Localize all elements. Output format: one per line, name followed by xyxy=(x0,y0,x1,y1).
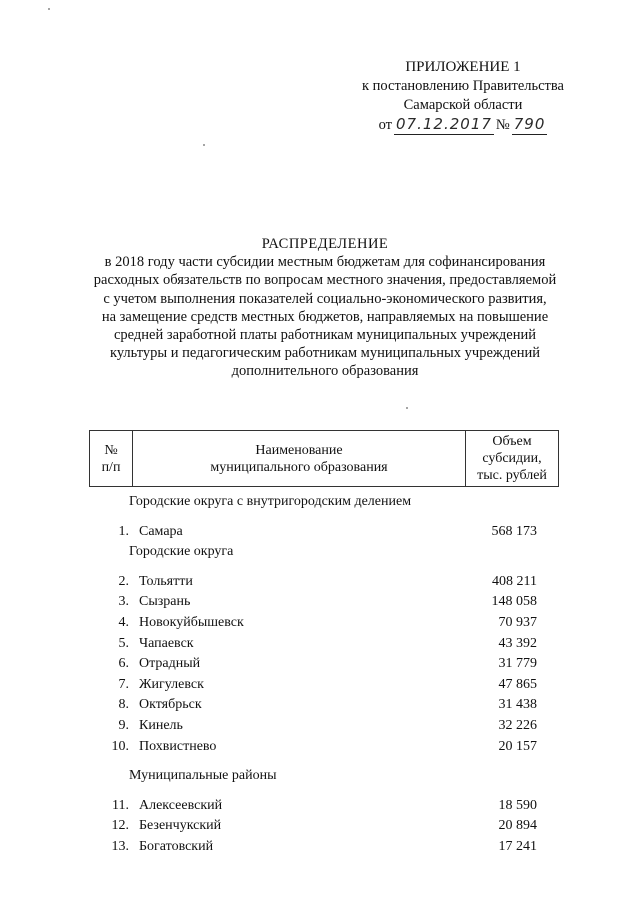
row-value: 20 157 xyxy=(498,738,537,754)
table-row xyxy=(89,634,559,655)
row-number: 4. xyxy=(118,614,129,630)
row-name: Чапаевск xyxy=(139,635,194,651)
table-row xyxy=(89,522,559,543)
row-number: 11. xyxy=(112,797,129,813)
title-line: в 2018 году части субсидии местным бюджетам для софинансирования xyxy=(104,254,546,271)
row-name: Алексеевский xyxy=(139,797,223,813)
table-body xyxy=(89,492,559,858)
number-sign: № xyxy=(495,117,510,133)
date-prefix: от xyxy=(378,117,393,133)
row-value: 17 241 xyxy=(498,838,537,854)
row-number: 12. xyxy=(111,818,129,834)
row-name: Безенчукский xyxy=(139,818,222,834)
row-value: 31 779 xyxy=(498,656,537,672)
table-row xyxy=(89,592,559,613)
row-number: 1. xyxy=(118,523,129,539)
row-name: Новокуйбышевск xyxy=(139,614,244,630)
table-row xyxy=(89,796,559,817)
section-heading: Городские округа с внутригородским делением xyxy=(129,494,412,509)
row-name: Тольятти xyxy=(139,573,193,589)
table-header xyxy=(89,430,559,487)
row-value: 43 392 xyxy=(498,635,537,651)
title-line: расходных обязательств по вопросам местного значения, предоставляемой xyxy=(93,272,557,289)
row-name: Жигулевск xyxy=(139,676,204,692)
header-volume-line2: субсидии, xyxy=(482,451,542,466)
row-value: 148 058 xyxy=(491,594,537,610)
scan-speck xyxy=(406,407,408,409)
row-value: 18 590 xyxy=(498,797,537,813)
row-number: 5. xyxy=(118,635,129,651)
table-row xyxy=(89,675,559,696)
row-value: 20 894 xyxy=(498,818,537,834)
annex-line-1: к постановлению Правительства xyxy=(362,78,564,94)
table-row xyxy=(89,716,559,737)
title-line: с учетом выполнения показателей социально-экономического развития, xyxy=(103,290,547,307)
header-volume-line1: Объем xyxy=(492,434,532,449)
handwritten-number: 790 xyxy=(513,115,546,133)
row-name: Октябрьск xyxy=(139,697,202,713)
handwritten-date: 07.12.2017 xyxy=(396,115,492,133)
title-line: на замещение средств местных бюджетов, направляемых на повышение xyxy=(101,308,549,325)
row-number: 10. xyxy=(111,738,129,754)
row-name: Похвистнево xyxy=(139,738,217,754)
row-name: Кинель xyxy=(139,717,183,733)
header-volume-cell xyxy=(466,431,559,487)
annex-block xyxy=(346,58,580,135)
row-value: 32 226 xyxy=(498,717,537,733)
section-heading: Городские округа xyxy=(129,544,234,560)
row-number: 3. xyxy=(118,594,129,610)
annex-title: ПРИЛОЖЕНИЕ 1 xyxy=(405,59,521,75)
table-row xyxy=(89,737,559,758)
row-number: 8. xyxy=(118,697,129,713)
row-number: 2. xyxy=(118,573,129,589)
table-row xyxy=(89,613,559,634)
row-number: 9. xyxy=(118,717,129,733)
row-value: 31 438 xyxy=(498,697,537,713)
row-value: 70 937 xyxy=(498,614,537,630)
row-value: 408 211 xyxy=(492,573,537,589)
header-name-line2: муниципального образования xyxy=(210,459,388,475)
row-name: Богатовский xyxy=(139,838,214,854)
header-num-line1: № xyxy=(104,442,118,458)
scan-speck xyxy=(203,144,205,146)
table-row xyxy=(89,572,559,593)
annex-date-line xyxy=(346,115,580,135)
title-line: культуры и педагогическим работникам муниципальных учреждений xyxy=(109,345,541,362)
table-row xyxy=(89,654,559,675)
header-name-cell xyxy=(133,431,466,487)
row-number: 7. xyxy=(118,676,129,692)
header-num-cell xyxy=(90,431,133,487)
row-name: Сызрань xyxy=(139,594,191,610)
title-heading: РАСПРЕДЕЛЕНИЕ xyxy=(261,236,389,252)
header-volume-line3: тыс. рублей xyxy=(477,468,547,483)
header-name-line1: Наименование xyxy=(255,442,343,458)
title-line: дополнительного образования xyxy=(231,363,419,380)
section-heading: Муниципальные районы xyxy=(129,768,277,784)
scan-speck xyxy=(48,8,50,10)
row-name: Самара xyxy=(139,523,183,539)
row-number: 6. xyxy=(118,656,129,672)
document-title xyxy=(60,235,590,381)
annex-line-2: Самарской области xyxy=(403,97,523,113)
row-value: 47 865 xyxy=(498,676,537,692)
header-num-line2: п/п xyxy=(101,459,121,475)
row-name: Отрадный xyxy=(139,656,201,672)
title-line: средней заработной платы работникам муниципальных учреждений xyxy=(113,327,537,344)
table-row xyxy=(89,695,559,716)
row-value: 568 173 xyxy=(491,523,537,539)
table-row xyxy=(89,837,559,858)
table-row xyxy=(89,816,559,837)
row-number: 13. xyxy=(111,838,129,854)
